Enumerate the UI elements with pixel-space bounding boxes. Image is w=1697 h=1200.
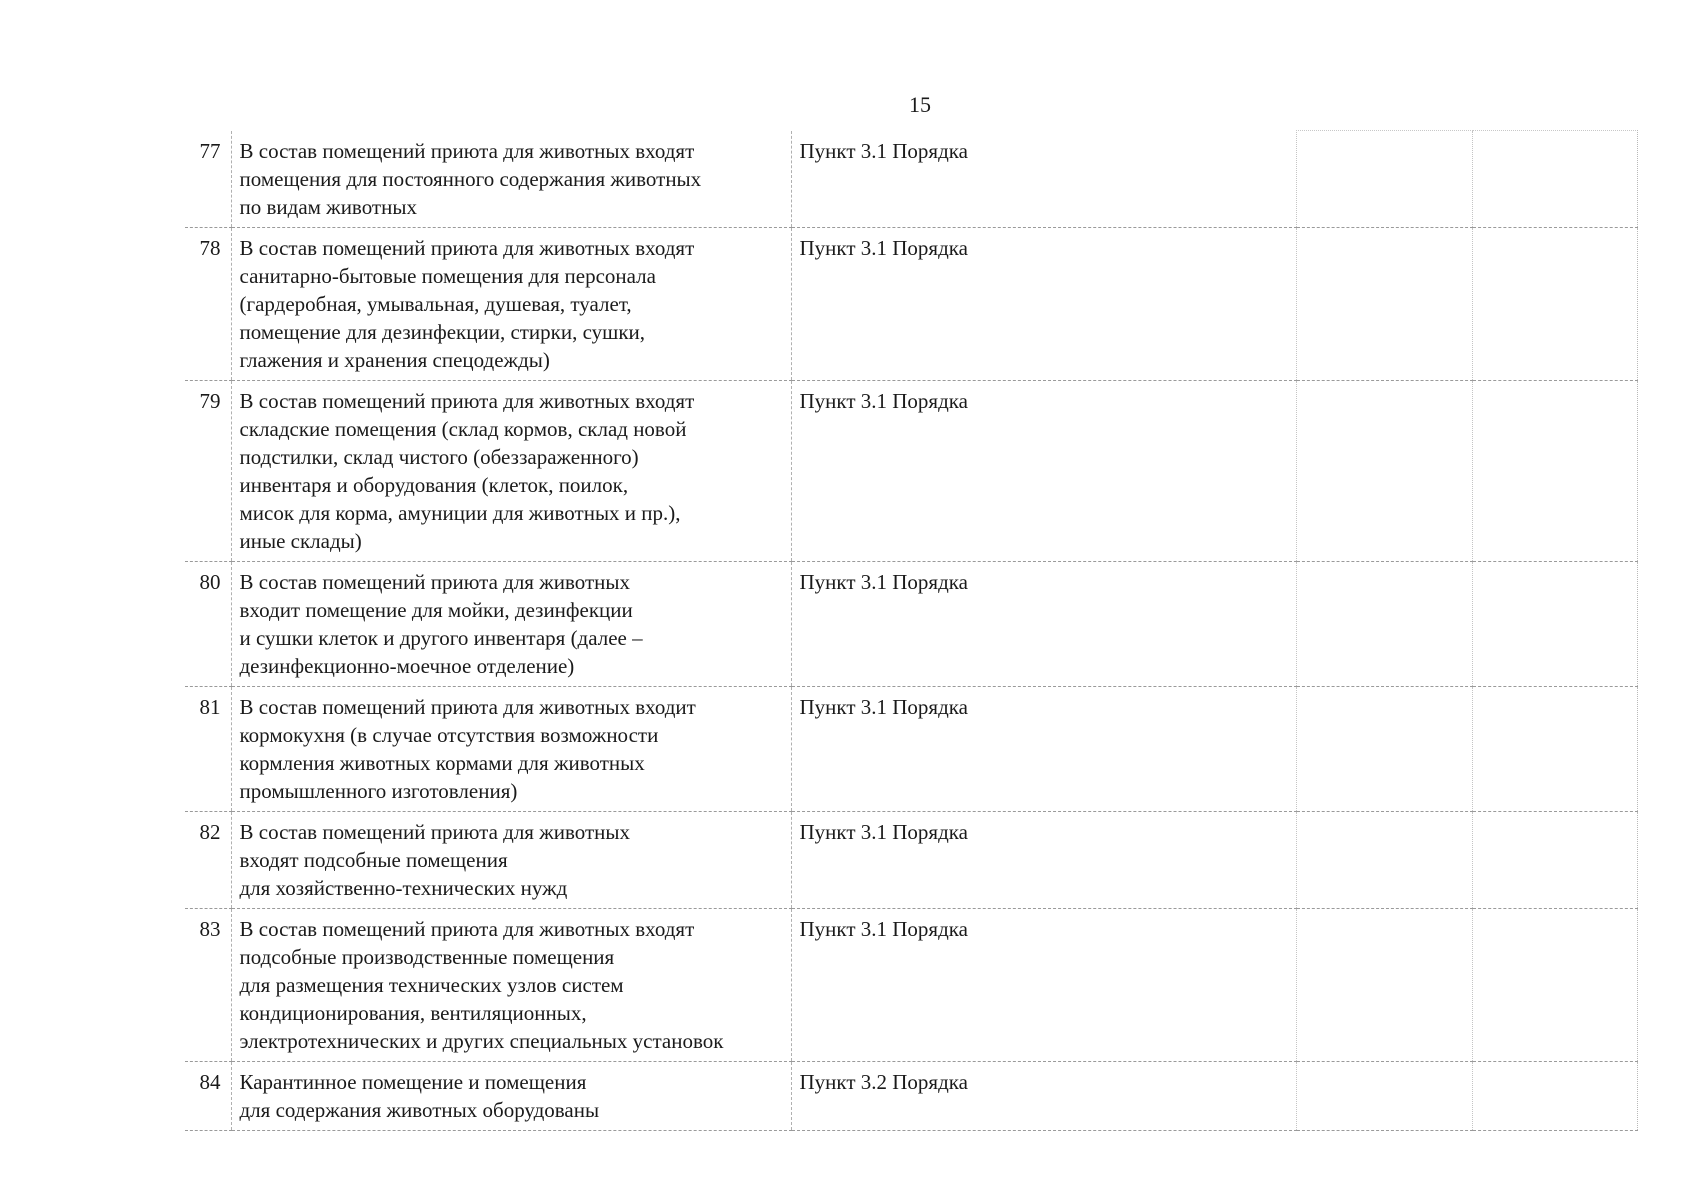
requirement-text [231,1061,791,1130]
requirement-text-line: по видам животных [239,194,417,219]
requirement-text-line: иные склады) [239,528,362,553]
row-number: 81 [185,686,231,811]
table-row [185,227,1637,380]
empty-cell [1296,908,1472,1061]
requirement-text-line: В состав помещений приюта для животных входят [239,235,695,260]
requirement-text-line: дезинфекционно-моечное отделение) [239,653,575,678]
requirement-text-line: глажения и хранения спецодежды) [239,347,550,372]
empty-cell [1296,227,1472,380]
empty-cell [1472,561,1637,686]
requirement-text-line: для хозяйственно-технических нужд [239,875,568,900]
table-row [185,686,1637,811]
requirement-text-line: санитарно-бытовые помещения для персонала [239,263,656,288]
requirement-text-line: мисок для корма, амуниции для животных и пр.), [239,500,681,525]
empty-cell [1296,380,1472,561]
requirement-text-line: В состав помещений приюта для животных [239,569,630,594]
requirement-text-line: (гардеробная, умывальная, душевая, туалет, [239,291,632,316]
requirement-text [231,811,791,908]
empty-cell [1296,811,1472,908]
row-number: 83 [185,908,231,1061]
requirement-text-line: Карантинное помещение и помещения [239,1069,587,1094]
requirement-text-line: складские помещения (склад кормов, склад новой [239,416,687,441]
legal-reference: Пункт 3.1 Порядка [791,561,1296,686]
table-row [185,908,1637,1061]
table-row [185,380,1637,561]
requirement-text-line: и сушки клеток и другого инвентаря (далее – [239,625,643,650]
legal-reference: Пункт 3.1 Порядка [791,686,1296,811]
requirement-text-line: помещения для постоянного содержания животных [239,166,702,191]
requirement-text-line: В состав помещений приюта для животных входят [239,138,695,163]
requirement-text-line: для содержания животных оборудованы [239,1097,600,1122]
empty-cell [1472,227,1637,380]
legal-reference: Пункт 3.2 Порядка [791,1061,1296,1130]
requirement-text-line: входят подсобные помещения [239,847,508,872]
empty-cell [1296,686,1472,811]
requirement-text-line: В состав помещений приюта для животных входит [239,694,696,719]
requirement-text [231,227,791,380]
requirement-text [231,908,791,1061]
legal-reference: Пункт 3.1 Порядка [791,380,1296,561]
row-number: 84 [185,1061,231,1130]
requirement-text-line: промышленного изготовления) [239,778,518,803]
legal-reference: Пункт 3.1 Порядка [791,811,1296,908]
empty-cell [1296,1061,1472,1130]
requirement-text-line: для размещения технических узлов систем [239,972,624,997]
requirement-text-line: В состав помещений приюта для животных входят [239,388,695,413]
requirement-text-line: помещение для дезинфекции, стирки, сушки, [239,319,646,344]
table-row [185,131,1637,228]
table-row [185,1061,1637,1130]
requirements-table [185,130,1638,1131]
legal-reference: Пункт 3.1 Порядка [791,227,1296,380]
requirement-text [231,686,791,811]
requirement-text-line: кормокухня (в случае отсутствия возможности [239,722,659,747]
requirement-text-line: инвентаря и оборудования (клеток, поилок, [239,472,629,497]
empty-cell [1472,380,1637,561]
requirement-text-line: кондиционирования, вентиляционных, [239,1000,587,1025]
requirement-text-line: В состав помещений приюта для животных входят [239,916,695,941]
row-number: 80 [185,561,231,686]
requirement-text [231,561,791,686]
requirement-text [231,131,791,228]
table-row [185,561,1637,686]
row-number: 77 [185,131,231,228]
table-row [185,811,1637,908]
row-number: 79 [185,380,231,561]
requirement-text-line: электротехнических и других специальных установок [239,1028,724,1053]
requirement-text-line: кормления животных кормами для животных [239,750,645,775]
table-body [185,131,1637,1131]
row-number: 78 [185,227,231,380]
page-number: 15 [909,92,931,117]
empty-cell [1472,811,1637,908]
requirement-text-line: В состав помещений приюта для животных [239,819,630,844]
requirement-text-line: подстилки, склад чистого (обеззараженного) [239,444,639,469]
requirement-text-line: входит помещение для мойки, дезинфекции [239,597,633,622]
legal-reference: Пункт 3.1 Порядка [791,131,1296,228]
empty-cell [1296,131,1472,228]
row-number: 82 [185,811,231,908]
empty-cell [1472,908,1637,1061]
empty-cell [1472,1061,1637,1130]
empty-cell [1472,131,1637,228]
empty-cell [1472,686,1637,811]
empty-cell [1296,561,1472,686]
requirement-text-line: подсобные производственные помещения [239,944,615,969]
legal-reference: Пункт 3.1 Порядка [791,908,1296,1061]
requirement-text [231,380,791,561]
